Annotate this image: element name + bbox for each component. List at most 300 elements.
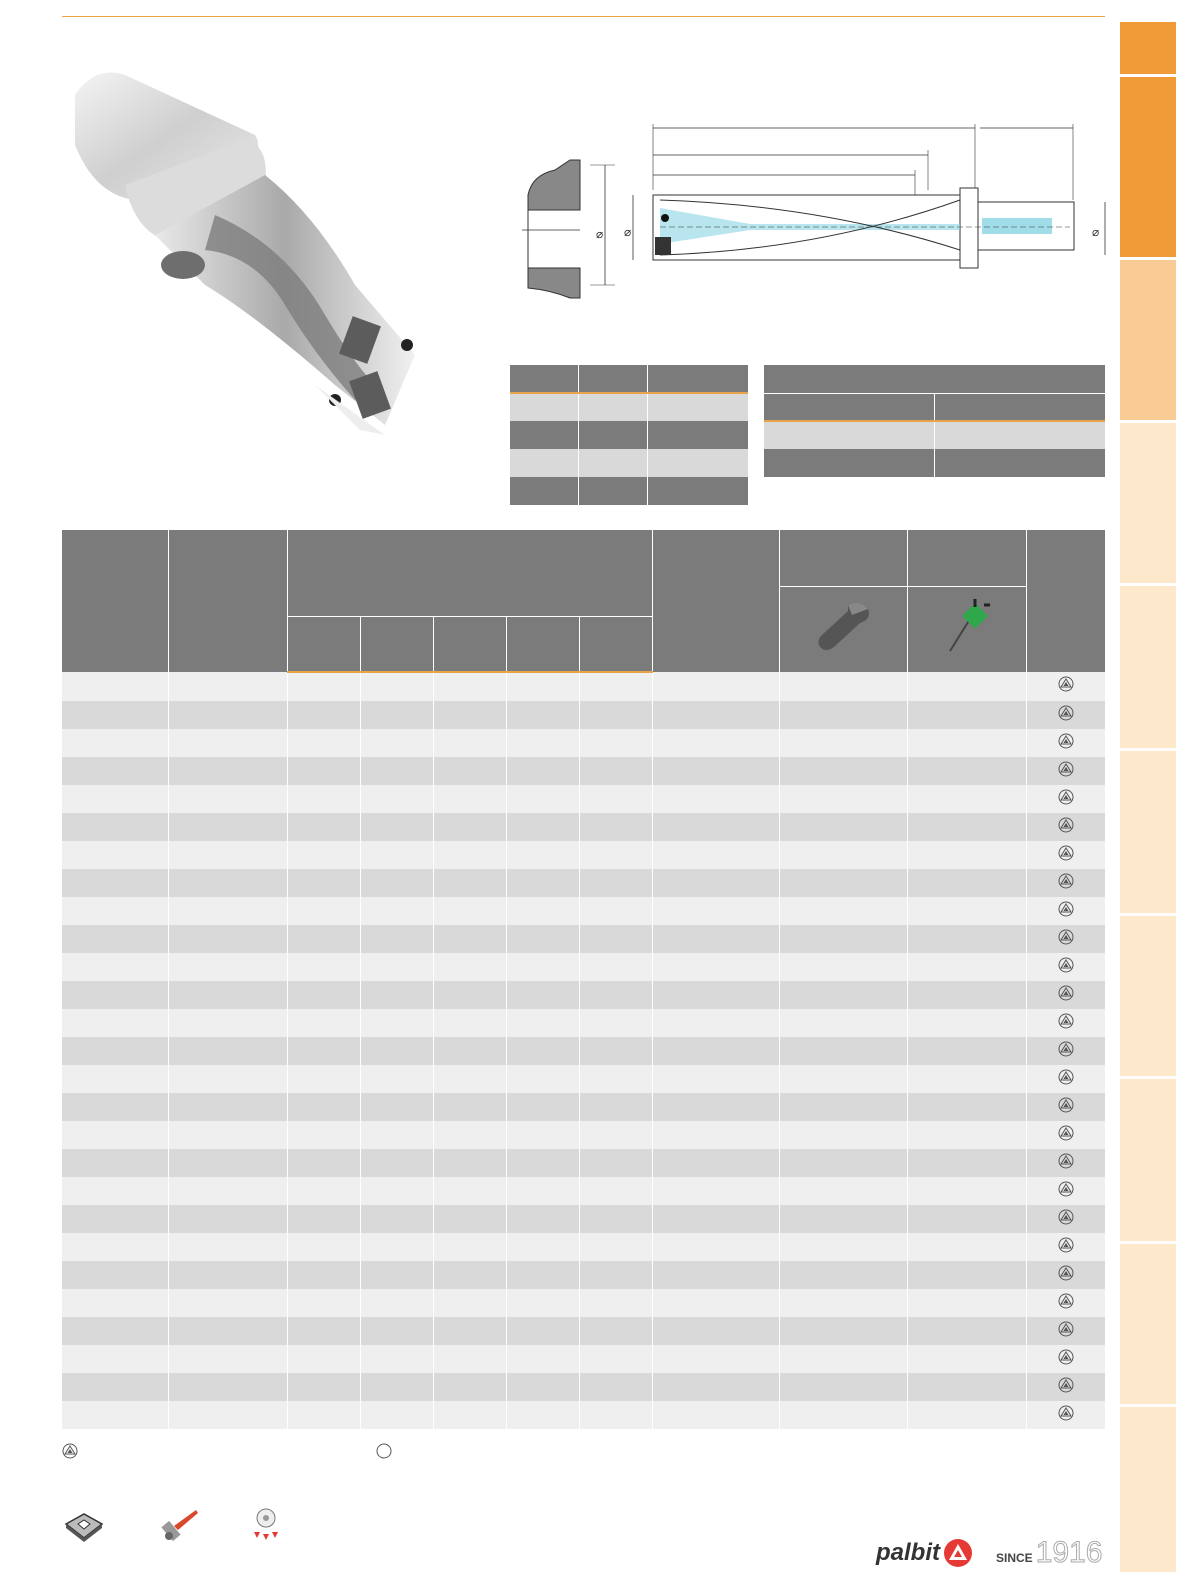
table-cell <box>579 1289 652 1317</box>
table-cell <box>652 1093 779 1121</box>
stock-status-icon <box>1058 901 1074 917</box>
table-cell <box>779 1121 907 1149</box>
table-cell <box>287 785 360 813</box>
table-cell <box>652 1345 779 1373</box>
table-cell <box>652 757 779 785</box>
table-row <box>62 841 1105 869</box>
table-cell <box>779 1065 907 1093</box>
table-cell <box>779 869 907 897</box>
table-cell <box>652 1233 779 1261</box>
table-cell <box>360 701 433 729</box>
table-cell <box>360 1009 433 1037</box>
stock-cell <box>1026 925 1105 953</box>
table-cell <box>506 1121 579 1149</box>
table-cell <box>779 672 907 701</box>
stock-status-icon <box>1058 1265 1074 1281</box>
stock-cell <box>1026 1401 1105 1429</box>
table-cell <box>506 1345 579 1373</box>
table-cell <box>779 925 907 953</box>
table-cell <box>287 729 360 757</box>
product-table <box>62 530 1105 1429</box>
table-row <box>62 1373 1105 1401</box>
table-cell <box>62 785 168 813</box>
table-cell <box>433 869 506 897</box>
table-cell <box>579 729 652 757</box>
table-cell <box>433 1233 506 1261</box>
table-cell <box>433 1317 506 1345</box>
table-cell <box>779 757 907 785</box>
table-cell <box>287 1121 360 1149</box>
table-cell <box>579 1401 652 1429</box>
stock-cell <box>1026 701 1105 729</box>
table-cell <box>579 1009 652 1037</box>
table-cell <box>579 953 652 981</box>
col-header-2 <box>168 530 287 672</box>
stock-cell <box>1026 1261 1105 1289</box>
table-cell <box>506 1093 579 1121</box>
stock-status-icon <box>1058 1237 1074 1253</box>
table-cell <box>907 1345 1026 1373</box>
table-cell <box>168 1177 287 1205</box>
table-cell <box>168 925 287 953</box>
table-cell <box>433 953 506 981</box>
table-row <box>62 757 1105 785</box>
spec-table-right <box>764 365 1105 477</box>
table-cell <box>168 1289 287 1317</box>
table-cell <box>907 1205 1026 1233</box>
table-cell <box>433 1289 506 1317</box>
spec-table-left <box>510 365 748 505</box>
coolant-icon <box>244 1506 288 1542</box>
stock-cell <box>1026 1233 1105 1261</box>
table-cell <box>652 1177 779 1205</box>
table-cell <box>652 953 779 981</box>
table-cell <box>360 1149 433 1177</box>
table-cell <box>433 813 506 841</box>
stock-status-icon <box>1058 1097 1074 1113</box>
table-cell <box>652 1289 779 1317</box>
table-cell <box>506 672 579 701</box>
table-cell <box>433 1065 506 1093</box>
table-cell <box>360 1345 433 1373</box>
table-row <box>62 1233 1105 1261</box>
table-row <box>62 1317 1105 1345</box>
table-cell <box>907 1373 1026 1401</box>
stock-status-icon <box>1058 929 1074 945</box>
table-cell <box>506 841 579 869</box>
table-cell <box>506 1205 579 1233</box>
table-cell <box>433 672 506 701</box>
table-cell <box>652 1009 779 1037</box>
table-cell <box>360 869 433 897</box>
table-cell <box>506 869 579 897</box>
stock-cell <box>1026 1205 1105 1233</box>
table-row <box>62 1289 1105 1317</box>
table-cell <box>907 869 1026 897</box>
table-cell <box>779 1289 907 1317</box>
table-cell <box>287 953 360 981</box>
side-tab-9[interactable] <box>1120 1244 1176 1404</box>
table-cell <box>168 953 287 981</box>
table-cell <box>287 841 360 869</box>
table-cell <box>579 1205 652 1233</box>
table-cell <box>168 869 287 897</box>
since-badge <box>996 1538 1102 1568</box>
table-cell <box>360 757 433 785</box>
col-header-dimensions <box>287 530 652 616</box>
table-cell <box>168 1261 287 1289</box>
table-row <box>62 1121 1105 1149</box>
table-cell <box>287 1289 360 1317</box>
table-row <box>62 925 1105 953</box>
stock-status-icon <box>1058 761 1074 777</box>
table-row <box>62 1345 1105 1373</box>
table-cell <box>287 925 360 953</box>
shank-diameter-symbol: ⌀ <box>1092 225 1100 239</box>
table-cell <box>579 672 652 701</box>
table-cell <box>652 1401 779 1429</box>
table-cell <box>287 1233 360 1261</box>
table-cell <box>907 1177 1026 1205</box>
stock-status-icon <box>1058 817 1074 833</box>
table-cell <box>62 841 168 869</box>
brand-name: palbit <box>876 1539 940 1566</box>
table-cell <box>287 1065 360 1093</box>
table-cell <box>360 672 433 701</box>
table-cell <box>779 841 907 869</box>
table-cell <box>287 1317 360 1345</box>
table-cell <box>506 897 579 925</box>
top-rule <box>62 16 1105 17</box>
side-tab-1[interactable] <box>1120 22 1176 74</box>
table-cell <box>907 953 1026 981</box>
table-cell <box>579 1093 652 1121</box>
table-cell <box>168 1009 287 1037</box>
table-cell <box>287 1261 360 1289</box>
side-tab-3[interactable] <box>1120 260 1176 420</box>
stock-status-icon <box>1058 1125 1074 1141</box>
table-cell <box>287 813 360 841</box>
table-cell <box>168 813 287 841</box>
table-cell <box>579 757 652 785</box>
table-cell <box>579 1317 652 1345</box>
table-cell <box>433 897 506 925</box>
table-cell <box>907 672 1026 701</box>
table-cell <box>652 869 779 897</box>
dim-col-4 <box>506 616 579 672</box>
side-tab-7[interactable] <box>1120 916 1176 1076</box>
table-cell <box>907 701 1026 729</box>
table-cell <box>779 1037 907 1065</box>
technical-drawing <box>520 120 1120 300</box>
table-cell <box>62 1261 168 1289</box>
table-cell <box>62 1205 168 1233</box>
table-cell <box>287 1401 360 1429</box>
table-cell <box>287 757 360 785</box>
stock-status-icon <box>1058 1041 1074 1057</box>
table-cell <box>433 1261 506 1289</box>
table-cell <box>62 981 168 1009</box>
table-cell <box>360 813 433 841</box>
table-cell <box>168 701 287 729</box>
table-cell <box>168 729 287 757</box>
dim-col-5 <box>579 616 652 672</box>
table-cell <box>779 897 907 925</box>
table-cell <box>579 1121 652 1149</box>
table-cell <box>433 785 506 813</box>
table-cell <box>779 1373 907 1401</box>
table-cell <box>360 1233 433 1261</box>
table-cell <box>360 841 433 869</box>
col-header-screw <box>779 530 907 586</box>
table-cell <box>433 1177 506 1205</box>
table-cell <box>62 757 168 785</box>
table-cell <box>360 897 433 925</box>
table-cell <box>433 757 506 785</box>
table-cell <box>579 925 652 953</box>
table-cell <box>360 1177 433 1205</box>
table-cell <box>62 1289 168 1317</box>
stock-cell <box>1026 1177 1105 1205</box>
stock-cell <box>1026 1037 1105 1065</box>
stock-status-icon <box>1058 1321 1074 1337</box>
side-tab-5[interactable] <box>1120 586 1176 748</box>
table-cell <box>287 869 360 897</box>
stock-status-icon <box>1058 705 1074 721</box>
table-row <box>62 953 1105 981</box>
table-cell <box>168 1345 287 1373</box>
table-cell <box>168 1037 287 1065</box>
table-cell <box>779 1177 907 1205</box>
table-row <box>62 1205 1105 1233</box>
table-cell <box>506 757 579 785</box>
stock-status-icon <box>1058 676 1074 692</box>
table-cell <box>779 1093 907 1121</box>
stock-cell <box>1026 953 1105 981</box>
table-cell <box>907 757 1026 785</box>
table-cell <box>506 1009 579 1037</box>
stock-cell <box>1026 729 1105 757</box>
table-cell <box>287 1009 360 1037</box>
table-cell <box>579 981 652 1009</box>
table-cell <box>652 1065 779 1093</box>
col-header-8 <box>652 530 779 672</box>
side-tab-6[interactable] <box>1120 751 1176 913</box>
stock-cell <box>1026 1373 1105 1401</box>
table-cell <box>779 981 907 1009</box>
table-cell <box>907 1289 1026 1317</box>
table-row <box>62 1093 1105 1121</box>
table-cell <box>168 897 287 925</box>
table-cell <box>62 1121 168 1149</box>
stock-status-icon <box>1058 985 1074 1001</box>
table-cell <box>907 813 1026 841</box>
table-cell <box>62 1233 168 1261</box>
stock-status-icon <box>1058 1377 1074 1393</box>
table-row <box>62 1037 1105 1065</box>
stock-status-icon <box>1058 1181 1074 1197</box>
stock-cell <box>1026 672 1105 701</box>
table-cell <box>506 729 579 757</box>
table-cell <box>168 672 287 701</box>
table-cell <box>360 1317 433 1345</box>
table-cell <box>506 1261 579 1289</box>
table-cell <box>652 1205 779 1233</box>
table-cell <box>433 729 506 757</box>
table-row <box>62 1401 1105 1429</box>
table-cell <box>62 953 168 981</box>
table-cell <box>62 1373 168 1401</box>
table-cell <box>579 1149 652 1177</box>
table-cell <box>907 1261 1026 1289</box>
table-cell <box>652 701 779 729</box>
table-cell <box>652 1149 779 1177</box>
table-row <box>62 897 1105 925</box>
table-cell <box>652 1037 779 1065</box>
table-cell <box>506 1149 579 1177</box>
table-cell <box>168 1205 287 1233</box>
table-cell <box>907 785 1026 813</box>
table-cell <box>506 953 579 981</box>
table-cell <box>168 757 287 785</box>
table-cell <box>168 1065 287 1093</box>
palbit-logo <box>876 1538 973 1568</box>
stock-cell <box>1026 785 1105 813</box>
side-tab-2[interactable] <box>1120 77 1176 257</box>
table-cell <box>287 672 360 701</box>
table-cell <box>652 897 779 925</box>
table-cell <box>506 813 579 841</box>
table-cell <box>360 1093 433 1121</box>
table-cell <box>907 981 1026 1009</box>
table-cell <box>907 841 1026 869</box>
table-cell <box>907 1037 1026 1065</box>
table-row <box>62 1149 1105 1177</box>
table-cell <box>652 672 779 701</box>
table-cell <box>907 729 1026 757</box>
table-cell <box>360 1205 433 1233</box>
table-row <box>62 981 1105 1009</box>
stock-status-icon <box>1058 1153 1074 1169</box>
table-cell <box>579 897 652 925</box>
stock-cell <box>1026 869 1105 897</box>
table-cell <box>287 981 360 1009</box>
insert-screw-icon <box>808 597 878 657</box>
table-cell <box>579 1037 652 1065</box>
table-cell <box>62 672 168 701</box>
table-cell <box>62 1037 168 1065</box>
table-cell <box>62 1093 168 1121</box>
table-cell <box>579 841 652 869</box>
table-cell <box>652 981 779 1009</box>
stock-cell <box>1026 981 1105 1009</box>
table-row <box>62 813 1105 841</box>
table-cell <box>506 1401 579 1429</box>
table-cell <box>907 1233 1026 1261</box>
table-cell <box>62 1317 168 1345</box>
stock-cell <box>1026 757 1105 785</box>
stock-status-icon <box>1058 957 1074 973</box>
stock-cell <box>1026 813 1105 841</box>
table-cell <box>62 813 168 841</box>
table-cell <box>506 1177 579 1205</box>
table-cell <box>579 785 652 813</box>
table-cell <box>433 1093 506 1121</box>
table-cell <box>779 1009 907 1037</box>
stock-cell <box>1026 1289 1105 1317</box>
table-cell <box>907 1401 1026 1429</box>
table-cell <box>360 1121 433 1149</box>
stock-cell <box>1026 1121 1105 1149</box>
table-cell <box>652 925 779 953</box>
table-cell <box>652 1317 779 1345</box>
table-cell <box>506 785 579 813</box>
table-cell <box>360 1289 433 1317</box>
table-cell <box>652 1373 779 1401</box>
torx-key-icon <box>942 597 992 657</box>
stock-status-icon <box>1058 1069 1074 1085</box>
palbit-triangle-icon <box>943 1538 973 1568</box>
table-cell <box>62 925 168 953</box>
stock-cell <box>1026 1317 1105 1345</box>
side-tab-10[interactable] <box>1120 1407 1176 1572</box>
table-cell <box>579 1065 652 1093</box>
table-cell <box>287 1093 360 1121</box>
table-row <box>62 672 1105 701</box>
table-cell <box>287 897 360 925</box>
stock-cell <box>1026 1093 1105 1121</box>
table-cell <box>360 1037 433 1065</box>
on-request-legend-icon <box>376 1443 392 1459</box>
table-cell <box>779 1205 907 1233</box>
table-cell <box>360 1401 433 1429</box>
stock-cell <box>1026 1149 1105 1177</box>
table-cell <box>168 785 287 813</box>
table-cell <box>779 785 907 813</box>
table-cell <box>779 729 907 757</box>
side-tab-8[interactable] <box>1120 1079 1176 1241</box>
table-cell <box>907 1009 1026 1037</box>
table-cell <box>652 1261 779 1289</box>
stock-cell <box>1026 1009 1105 1037</box>
table-cell <box>287 1373 360 1401</box>
table-cell <box>907 1317 1026 1345</box>
table-cell <box>62 729 168 757</box>
table-cell <box>433 1345 506 1373</box>
table-cell <box>506 981 579 1009</box>
table-cell <box>62 897 168 925</box>
table-cell <box>433 1121 506 1149</box>
table-cell <box>907 1121 1026 1149</box>
dim-col-3 <box>433 616 506 672</box>
col-header-stock <box>1026 530 1105 672</box>
table-cell <box>168 1149 287 1177</box>
stock-status-icon <box>1058 1349 1074 1365</box>
table-cell <box>506 1289 579 1317</box>
table-cell <box>360 729 433 757</box>
table-cell <box>168 1401 287 1429</box>
table-cell <box>360 1261 433 1289</box>
table-cell <box>907 925 1026 953</box>
stock-status-icon <box>1058 1013 1074 1029</box>
table-cell <box>168 1093 287 1121</box>
table-cell <box>62 1401 168 1429</box>
side-tab-4[interactable] <box>1120 423 1176 583</box>
table-cell <box>652 813 779 841</box>
table-cell <box>62 1065 168 1093</box>
table-cell <box>168 841 287 869</box>
table-cell <box>779 1317 907 1345</box>
